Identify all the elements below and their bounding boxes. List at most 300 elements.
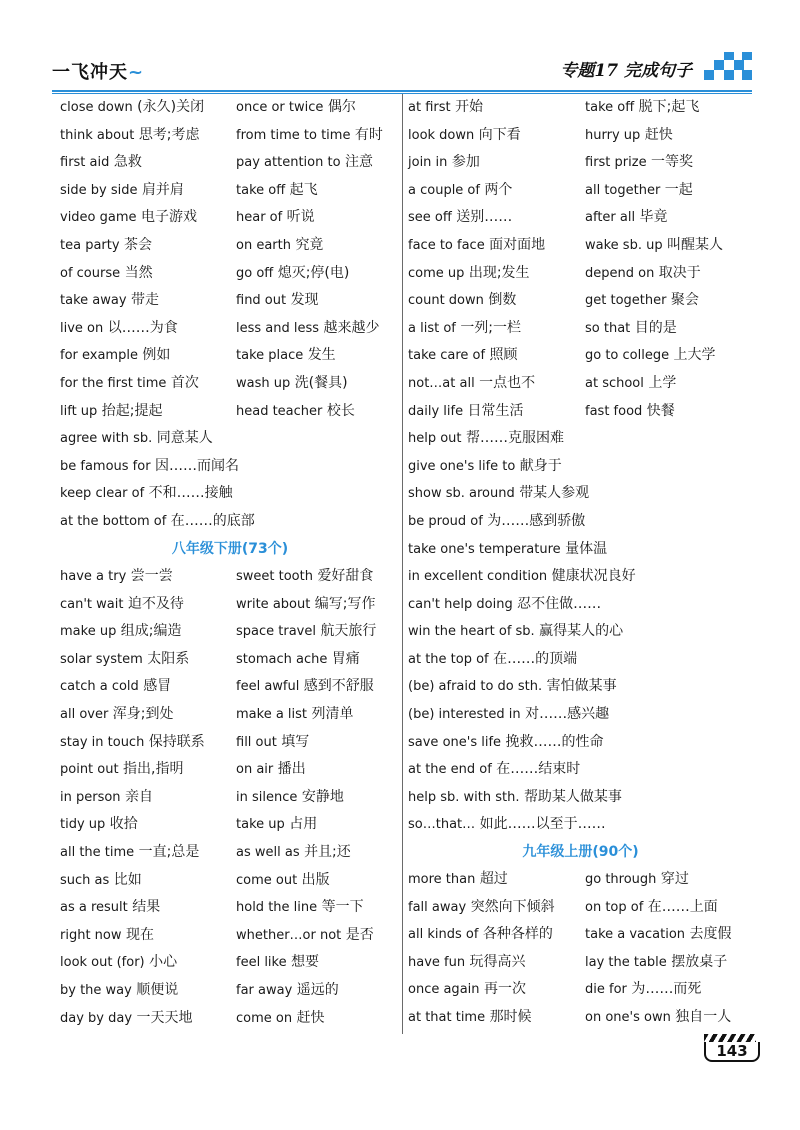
phrase-chinese: 偶尔: [327, 99, 356, 115]
phrase-english: a couple of: [408, 182, 480, 198]
phrase-entry: [236, 94, 383, 122]
phrase-english: side by side: [60, 182, 138, 198]
phrase-chinese: 独自一人: [675, 1008, 732, 1025]
phrase-chinese: 在……结束时: [496, 761, 581, 778]
phrase-chinese: 对……感兴趣: [525, 706, 610, 723]
page-header: [52, 52, 752, 88]
phrase-english: fast food: [585, 403, 643, 419]
phrase-chinese: 填写: [281, 733, 310, 750]
phrase-chinese: 收拾: [109, 816, 138, 833]
phrase-entry: [236, 949, 376, 977]
phrase-chinese: 因……而闻名: [155, 457, 240, 474]
phrase-english: pay attention to: [236, 155, 341, 171]
phrase-chinese: 一起: [664, 181, 693, 198]
phrase-english: help out: [408, 431, 462, 447]
phrase-entry: [585, 177, 723, 205]
column-1-bottom: [60, 563, 205, 1032]
phrase-english: fill out: [236, 734, 277, 750]
phrase-english: can't help doing: [408, 596, 513, 612]
phrase-english: stay in touch: [60, 734, 145, 750]
phrase-english: think about: [60, 127, 135, 143]
phrase-chinese: 想要: [291, 954, 320, 971]
phrase-entry: [408, 591, 636, 619]
phrase-chinese: 送别……: [456, 209, 513, 226]
phrase-chinese: 顺便说: [136, 981, 179, 998]
phrase-entry: [60, 729, 205, 757]
phrase-english: as well as: [236, 844, 300, 860]
phrase-entry: [60, 232, 255, 260]
phrase-english: find out: [236, 293, 287, 309]
phrase-chinese: 取决于: [658, 264, 701, 281]
phrase-chinese: 两个: [484, 181, 513, 198]
phrase-chinese: 害怕做某事: [546, 678, 617, 695]
phrase-chinese: 毕竟: [639, 209, 668, 226]
phrase-entry: [585, 1004, 732, 1032]
phrase-entry: [408, 618, 636, 646]
phrase-entry: [408, 949, 555, 977]
phrase-english: keep clear of: [60, 486, 145, 502]
phrase-entry: [60, 287, 255, 315]
phrase-chinese: 感冒: [143, 678, 172, 695]
phrase-entry: [408, 701, 636, 729]
topic-title: 专题17 完成句子: [560, 61, 692, 81]
phrase-chinese: 安静地: [301, 788, 344, 805]
phrase-entry: [408, 425, 636, 453]
phrase-english: first prize: [585, 155, 647, 171]
phrase-chinese: 去度假: [689, 926, 732, 943]
phrase-english: come out: [236, 872, 298, 888]
phrase-chinese: 浑身;到处: [112, 705, 174, 722]
phrase-chinese: 帮助某人做某事: [523, 788, 622, 805]
phrase-entry: [60, 811, 205, 839]
phrase-english: tidy up: [60, 817, 106, 833]
phrase-entry: [60, 149, 255, 177]
phrase-entry: [60, 949, 205, 977]
phrase-english: stomach ache: [236, 651, 328, 667]
phrase-chinese: 保持联系: [148, 733, 205, 750]
phrase-chinese: 玩得高兴: [469, 953, 526, 970]
phrase-chinese: 起飞: [289, 181, 318, 198]
phrase-chinese: 在……的底部: [170, 512, 255, 529]
phrase-english: help sb. with sth.: [408, 789, 520, 805]
phrase-entry: [585, 232, 723, 260]
phrase-english: take off: [236, 182, 286, 198]
phrase-entry: [585, 398, 723, 426]
phrase-chinese: 思考;考虑: [138, 126, 200, 143]
phrase-chinese: 帮……克服困难: [465, 430, 564, 447]
phrase-english: all over: [60, 706, 109, 722]
phrase-chinese: 亲自: [125, 788, 153, 805]
phrase-chinese: 各种各样的: [482, 926, 553, 943]
phrase-chinese: 量体温: [565, 540, 608, 557]
phrase-chinese: 太阳系: [147, 650, 190, 667]
phrase-english: feel like: [236, 955, 287, 971]
phrase-english: get together: [585, 293, 667, 309]
phrase-entry: [60, 508, 255, 536]
phrase-english: so…that…: [408, 817, 476, 833]
phrase-chinese: 并且;还: [304, 843, 351, 860]
phrase-english: in person: [60, 789, 121, 805]
phrase-english: take place: [236, 348, 304, 364]
phrase-chinese: 熄灭;停(电): [277, 264, 350, 281]
phrase-english: all together: [585, 182, 661, 198]
phrase-chinese: 等一下: [321, 899, 364, 916]
phrase-entry: [585, 94, 723, 122]
phrase-entry: [60, 480, 255, 508]
phrase-entry: [236, 315, 383, 343]
phrase-chinese: 抬起;提起: [101, 402, 163, 419]
phrase-chinese: 在……上面: [647, 898, 718, 915]
phrase-chinese: 一点也不: [479, 374, 536, 391]
phrase-chinese: 遥远的: [296, 981, 339, 998]
phrase-entry: [236, 342, 383, 370]
phrase-entry: [408, 673, 636, 701]
phrase-entry: [236, 784, 376, 812]
phrase-english: agree with sb.: [60, 431, 153, 447]
phrase-english: make a list: [236, 706, 308, 722]
phrase-english: at that time: [408, 1009, 486, 1025]
phrase-entry: [236, 922, 376, 950]
section-title-grade8-lower: 八年级下册(73个): [171, 541, 289, 557]
phrase-entry: [408, 866, 555, 894]
phrase-english: on one's own: [585, 1009, 671, 1025]
phrase-entry: [408, 536, 636, 564]
phrase-entry: [60, 398, 255, 426]
phrase-english: close down: [60, 100, 133, 115]
phrase-entry: [60, 94, 255, 122]
phrase-chinese: 一天天地: [136, 1009, 193, 1026]
phrase-english: not…at all: [408, 375, 475, 391]
phrase-english: from time to time: [236, 127, 351, 143]
phrase-entry: [408, 508, 636, 536]
phrase-entry: [585, 949, 732, 977]
phrase-entry: [585, 976, 732, 1004]
phrase-english: lay the table: [585, 954, 667, 970]
phrase-chinese: 列清单: [311, 705, 354, 722]
phrase-chinese: 一等奖: [651, 154, 694, 171]
phrase-english: feel awful: [236, 679, 300, 695]
stripe-decoration-icon: [704, 1034, 756, 1042]
phrase-chinese: 比如: [113, 871, 142, 888]
phrase-english: at the end of: [408, 762, 492, 778]
phrase-chinese: 上学: [648, 374, 677, 391]
phrase-entry: [60, 867, 205, 895]
phrase-english: take care of: [408, 348, 486, 364]
phrase-english: by the way: [60, 982, 132, 998]
phrase-entry: [60, 342, 255, 370]
phrase-english: at first: [408, 100, 451, 115]
header-rule: [52, 90, 752, 92]
phrase-chinese: 首次: [170, 374, 199, 391]
phrase-chinese: 忍不住做……: [517, 595, 602, 612]
phrase-entry: [408, 976, 555, 1004]
phrase-entry: [236, 646, 376, 674]
phrase-chinese: 向下看: [478, 126, 521, 143]
phrase-english: head teacher: [236, 403, 323, 419]
phrase-english: all kinds of: [408, 927, 479, 943]
logo-text: 一飞冲天: [52, 62, 128, 83]
phrase-entry: [60, 122, 255, 150]
page-number: 143: [704, 1042, 760, 1062]
phrase-english: win the heart of sb.: [408, 624, 535, 640]
phrase-english: first aid: [60, 155, 110, 171]
phrase-chinese: 结果: [132, 899, 161, 916]
phrase-english: on air: [236, 762, 274, 778]
phrase-chinese: 照顾: [489, 347, 518, 364]
phrase-chinese: 发现: [290, 292, 319, 309]
phrase-entry: [236, 673, 376, 701]
phrase-english: wash up: [236, 375, 291, 391]
phrase-english: sweet tooth: [236, 569, 313, 584]
phrase-entry: [236, 867, 376, 895]
phrase-chinese: 例如: [142, 347, 171, 364]
phrase-entry: [60, 315, 255, 343]
phrase-entry: [408, 646, 636, 674]
phrase-entry: [585, 894, 732, 922]
phrase-chinese: 电子游戏: [140, 209, 197, 226]
phrase-chinese: 迫不及待: [127, 595, 184, 612]
phrase-english: come up: [408, 265, 465, 281]
phrase-english: take off: [585, 100, 635, 115]
phrase-chinese: 一列;一栏: [460, 319, 522, 336]
phrase-entry: [408, 784, 636, 812]
phrase-english: take one's temperature: [408, 541, 561, 557]
phrase-english: less and less: [236, 320, 320, 336]
phrase-chinese: 如此……以至于……: [479, 816, 606, 833]
phrase-chinese: 现在: [125, 926, 154, 943]
phrase-english: show sb. around: [408, 486, 515, 502]
phrase-english: day by day: [60, 1010, 133, 1026]
phrase-english: go off: [236, 265, 274, 281]
phrase-chinese: 赢得某人的心: [539, 623, 624, 640]
phrase-entry: [236, 287, 383, 315]
phrase-entry: [60, 370, 255, 398]
phrase-entry: [236, 1005, 376, 1033]
phrase-entry: [585, 149, 723, 177]
phrase-entry: [236, 232, 383, 260]
phrase-entry: [408, 1004, 555, 1032]
phrase-chinese: 校长: [326, 402, 355, 419]
phrase-english: wake sb. up: [585, 237, 663, 253]
phrase-entry: [408, 563, 636, 591]
phrase-entry: [585, 260, 723, 288]
phrase-entry: [236, 149, 383, 177]
phrase-chinese: 上大学: [673, 347, 716, 364]
phrase-english: such as: [60, 872, 110, 888]
phrase-chinese: 同意某人: [156, 430, 213, 447]
phrase-english: on earth: [236, 237, 291, 253]
column-4-top: [585, 94, 723, 425]
phrase-entry: [60, 260, 255, 288]
phrase-entry: [585, 287, 723, 315]
phrase-chinese: 开始: [455, 99, 484, 115]
phrase-chinese: 不和……接触: [148, 485, 233, 502]
section-title-grade9-upper: 九年级上册(90个): [522, 844, 639, 860]
phrase-entry: [408, 921, 555, 949]
phrase-chinese: 献身于: [519, 457, 562, 474]
phrase-chinese: 洗(餐具): [294, 374, 348, 391]
phrase-english: for example: [60, 348, 138, 364]
phrase-english: right now: [60, 927, 122, 943]
phrase-entry: [236, 398, 383, 426]
phrase-english: (be) interested in: [408, 707, 521, 723]
phrase-chinese: 编写;写作: [314, 595, 376, 612]
phrase-english: space travel: [236, 624, 316, 640]
phrase-english: fall away: [408, 899, 467, 915]
phrase-english: far away: [236, 982, 293, 998]
phrase-english: take away: [60, 293, 127, 309]
phrase-entry: [60, 894, 205, 922]
phrase-english: face to face: [408, 237, 485, 253]
phrase-chinese: 倒数: [488, 292, 517, 309]
phrase-english: after all: [585, 210, 636, 226]
phrase-chinese: 参加: [451, 154, 480, 171]
phrase-english: look down: [408, 127, 475, 143]
phrase-chinese: 脱下;起飞: [638, 99, 700, 115]
phrase-english: all the time: [60, 844, 135, 860]
column-1-top: [60, 94, 255, 536]
phrase-chinese: 目的是: [634, 319, 677, 336]
phrase-english: come on: [236, 1010, 293, 1026]
phrase-entry: [236, 811, 376, 839]
phrase-english: live on: [60, 320, 104, 336]
phrase-chinese: 再一次: [483, 981, 526, 998]
phrase-english: be proud of: [408, 513, 483, 529]
phrase-english: (be) afraid to do sth.: [408, 679, 543, 695]
phrase-entry: [60, 1005, 205, 1033]
phrase-chinese: 胃痛: [331, 650, 360, 667]
phrase-chinese: 出版: [301, 871, 330, 888]
phrase-english: look out (for): [60, 955, 145, 971]
phrase-english: hurry up: [585, 127, 641, 143]
phrase-chinese: 组成;编造: [120, 623, 182, 640]
phrase-entry: [585, 122, 723, 150]
phrase-entry: [60, 618, 205, 646]
phrase-english: so that: [585, 320, 631, 336]
phrase-entry: [60, 425, 255, 453]
phrase-entry: [60, 204, 255, 232]
phrase-entry: [585, 315, 723, 343]
phrase-chinese: 为……感到骄傲: [487, 512, 586, 529]
phrase-english: see off: [408, 210, 452, 226]
phrase-english: at the bottom of: [60, 513, 167, 529]
phrase-english: join in: [408, 155, 448, 171]
phrase-chinese: 听说: [286, 209, 315, 226]
phrase-chinese: 面对面地: [489, 236, 546, 253]
phrase-chinese: 带某人参观: [519, 485, 590, 502]
phrase-entry: [236, 370, 383, 398]
phrase-chinese: (永久)关闭: [137, 99, 205, 115]
column-divider: [402, 94, 403, 1034]
phrase-english: go to college: [585, 348, 670, 364]
phrase-english: give one's life to: [408, 458, 516, 474]
phrase-entry: [585, 204, 723, 232]
phrase-chinese: 健康状况良好: [551, 568, 636, 585]
phrase-english: be famous for: [60, 458, 151, 474]
phrase-english: once or twice: [236, 100, 324, 115]
phrase-english: make up: [60, 624, 117, 640]
phrase-chinese: 越来越少: [323, 319, 380, 336]
phrase-chinese: 感到不舒服: [303, 678, 374, 695]
phrase-entry: [236, 894, 376, 922]
phrase-chinese: 以……为食: [107, 319, 178, 336]
phrase-entry: [585, 866, 732, 894]
phrase-entry: [60, 646, 205, 674]
phrase-english: count down: [408, 293, 484, 309]
phrase-chinese: 航天旅行: [320, 623, 377, 640]
phrase-chinese: 播出: [277, 761, 306, 778]
phrase-chinese: 急救: [113, 154, 142, 171]
phrase-chinese: 发生: [307, 347, 336, 364]
phrase-entry: [408, 756, 636, 784]
phrase-english: a list of: [408, 320, 456, 336]
phrase-english: tea party: [60, 237, 120, 253]
phrase-entry: [236, 563, 376, 591]
phrase-chinese: 注意: [344, 154, 373, 171]
page-number-badge: [704, 1034, 756, 1064]
phrase-chinese: 有时: [354, 126, 383, 143]
phrase-entry: [60, 177, 255, 205]
phrase-entry: [60, 563, 205, 591]
phrase-chinese: 快餐: [646, 402, 675, 419]
phrase-english: on top of: [585, 899, 644, 915]
phrase-entry: [585, 921, 732, 949]
phrase-entry: [60, 839, 205, 867]
phrase-english: in silence: [236, 789, 298, 805]
phrase-entry: [236, 260, 383, 288]
phrase-entry: [408, 729, 636, 757]
phrase-chinese: 一直;总是: [138, 843, 200, 860]
phrase-entry: [60, 756, 205, 784]
phrase-english: depend on: [585, 265, 655, 281]
phrase-english: hold the line: [236, 900, 318, 916]
column-4-bottom: [585, 866, 732, 1032]
phrase-chinese: 茶会: [124, 236, 153, 253]
phrase-chinese: 带走: [130, 292, 159, 309]
phrase-entry: [60, 784, 205, 812]
phrase-english: at the top of: [408, 651, 489, 667]
phrase-chinese: 占用: [289, 816, 318, 833]
phrase-entry: [236, 591, 376, 619]
phrase-english: of course: [60, 265, 121, 281]
phrase-english: solar system: [60, 651, 143, 667]
phrase-chinese: 摆放桌子: [671, 953, 728, 970]
phrase-english: daily life: [408, 403, 464, 419]
phrase-entry: [236, 122, 383, 150]
phrase-chinese: 赶快: [644, 126, 673, 143]
phrase-entry: [60, 591, 205, 619]
phrase-chinese: 肩并肩: [141, 181, 184, 198]
phrase-chinese: 穿过: [660, 871, 689, 887]
column-3-bottom: [408, 866, 555, 1032]
logo: 一飞冲天~: [52, 62, 145, 83]
phrase-entry: [236, 756, 376, 784]
column-2-bottom: [236, 563, 376, 1032]
phrase-chinese: 挽救……的性命: [505, 733, 604, 750]
phrase-chinese: 在……的顶端: [493, 650, 578, 667]
phrase-entry: [60, 701, 205, 729]
phrase-chinese: 聚会: [670, 292, 699, 309]
phrase-entry: [60, 453, 255, 481]
phrase-english: at school: [585, 375, 644, 391]
phrase-english: hear of: [236, 210, 283, 226]
phrase-chinese: 叫醒某人: [667, 236, 724, 253]
phrase-chinese: 日常生活: [467, 402, 524, 419]
phrase-english: point out: [60, 762, 119, 778]
phrase-english: more than: [408, 872, 476, 887]
phrase-entry: [236, 839, 376, 867]
phrase-entry: [60, 673, 205, 701]
